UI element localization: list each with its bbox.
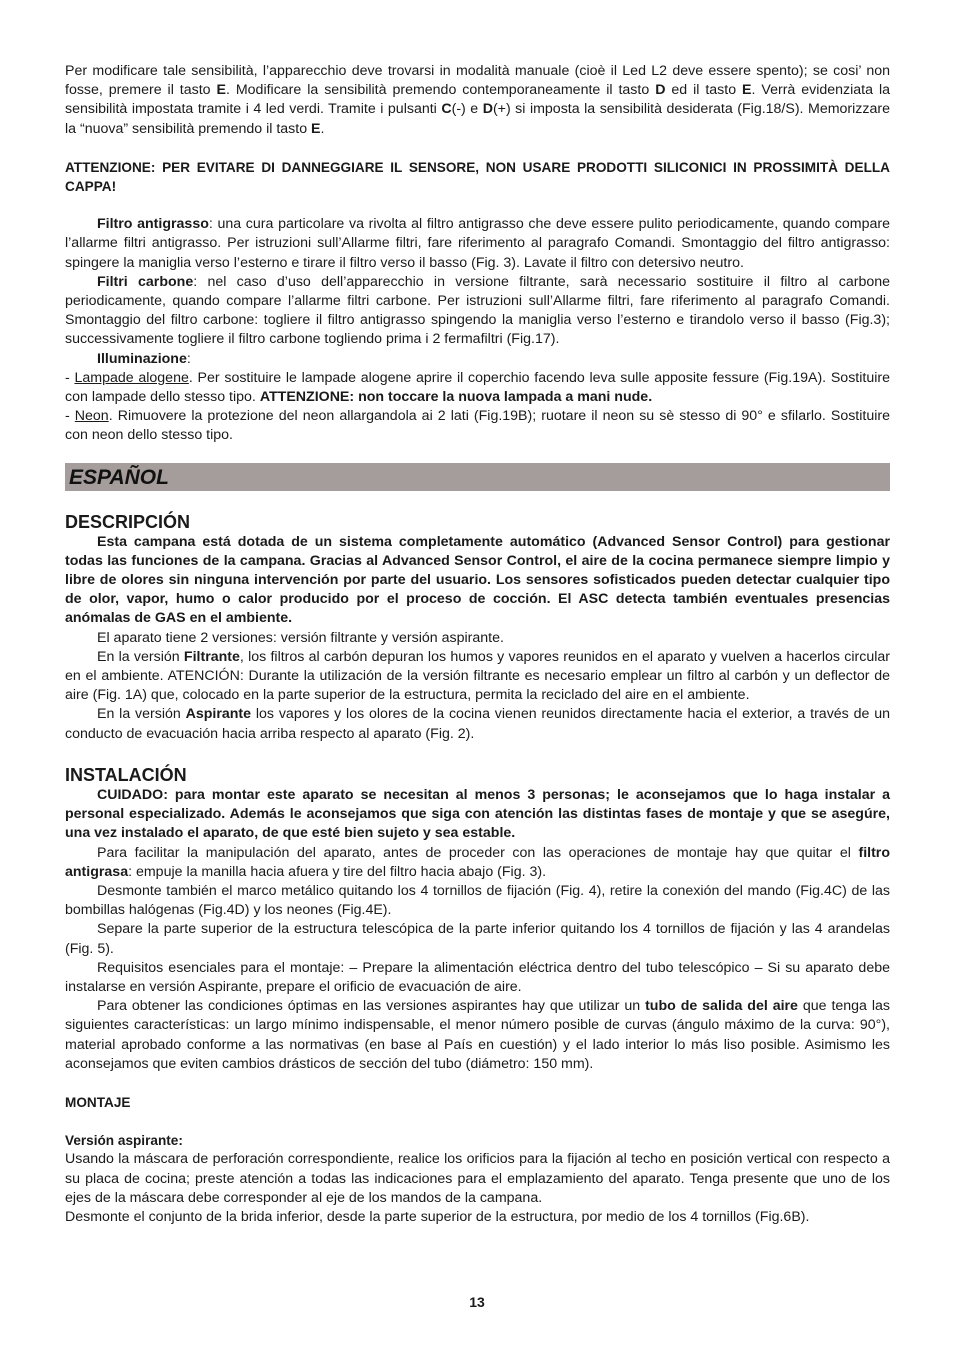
flange-paragraph: Desmonte el conjunto de la brida inferior, desde la parte superior de la estructura, por medio de los 4 tornillos (Fig.6B).	[65, 1208, 810, 1225]
text-run: -	[65, 408, 75, 425]
grease-filter-label: Filtro antigrasso	[97, 216, 209, 233]
text-run: . Modificare la sensibilità premendo contemporaneamente il tasto	[225, 82, 656, 99]
page-number: 13	[469, 1294, 485, 1310]
descripcion-heading: DESCRIPCIÓN	[65, 511, 191, 532]
text-run: ed il tasto	[665, 82, 743, 99]
key-label: E	[742, 82, 752, 99]
requirements-paragraph: Requisitos esenciales para el montaje: – Prepare la alimentación eléctrica dentro del tubo telescópico – Si su aparato debe instalarse en versión Aspirante, prepare el orificio de evacuación de aire.	[65, 959, 890, 995]
text-run: En la versión	[97, 706, 186, 723]
text-run: :	[186, 350, 191, 367]
text-run: : empuje la manilla hacia afuera y tire del filtro hacia abajo (Fig. 3).	[128, 863, 547, 880]
lighting-label: Illuminazione	[97, 350, 187, 367]
text-run: : una cura particolare va rivolta al filtro antigrasso che deve essere pulito periodicamente, quando compare l’allarme filtri antigrasso. Per istruzioni sull’Allarme filtri, fare riferimento al paragrafo Comandi. Smontaggio del filtro antigrasso: spingere la maniglia verso l’esterno e tirare il filtro verso il basso (Fig. 3). Lavate il filtro con detersivo neutro.	[65, 216, 890, 271]
exhaust-tube-paragraph	[65, 997, 890, 1074]
exhaust-tube-label: tubo de salida del aire	[645, 998, 798, 1015]
text-run: que tenga las siguientes características: un largo mínimo indispensable, el menor número posible de curvas (ángulo máximo de la curva: 90°), material aprobado conforme a las normativas (en base al País en cuestión) y el lado interior lo más liso posible. Asimismo les aconsejamos que eviten cambios drásticos de sección del tubo (diámetro: 150 mm).	[65, 998, 890, 1072]
drilling-paragraph: Usando la máscara de perforación correspondiente, realice los orificios para la fijación al techo en posición vertical con respecto a su placa de cocina; preste atención a todas las indicaciones para el emplazamiento del aparato. Tenga presente que uno de los ejes de la máscara debe corresponder al eje de los mandos de la campana.	[65, 1151, 890, 1206]
telescopic-structure-paragraph: Separe la parte superior de la estructura telescópica de la parte inferior quitando los 4 tornillos de fijación y las 4 arandelas (Fig. 5).	[65, 921, 890, 957]
descripcion-intro: Esta campana está dotada de un sistema completamente automático (Advanced Sensor Control) para gestionar todas las funciones de la campana. Gracias al Advanced Sensor Control, el aire de la cocina permanece siempre limpio y libre de olores sin ninguna intervención por parte del usuario. Los sensores sofisticados pueden detectar cualquier tipo de olor, vapor, humo o calor producido por el proceso de cocción. El ASC detecta también eventuales presencias anómalas de GAS en el ambiente.	[65, 533, 890, 627]
version-aspirante-subheading: Versión aspirante:	[65, 1133, 183, 1149]
instalacion-heading: INSTALACIÓN	[65, 764, 187, 785]
text-run: . Per sostituire le lampade alogene aprire il coperchio facendo leva sulle apposite fessure (Fig.19A). Sostituire con lampade dello stesso tipo.	[65, 369, 890, 406]
lighting-heading	[65, 350, 890, 369]
grease-filter-removal-paragraph	[65, 844, 890, 882]
halogen-warning: ATTENZIONE: non toccare la nuova lampada a mani nude.	[259, 389, 653, 406]
versions-paragraph: El aparato tiene 2 versiones: versión filtrante y versión aspirante.	[97, 629, 504, 646]
metal-frame-paragraph: Desmonte también el marco metálico quitando los 4 tornillos de fijación (Fig. 4), retire la conexión del mando (Fig.4C) de las bombillas halógenas (Fig.4D) y los neones (Fig.4E).	[65, 882, 890, 919]
text-run: . Rimuovere la protezione del neon allargandola ai 2 lati (Fig.19B); ruotare il neon su sè stesso di 90° e sfilarlo. Sostituire con neon dello stesso tipo.	[65, 408, 890, 444]
text-run: : nel caso d’uso dell’apparecchio in versione filtrante, sarà necessario sostituire il filtro al carbone periodicamente, quando compare l’allarme filtri carbone. Per istruzioni sull’Allarme filtri, fare riferimento al paragrafo Comandi. Smontaggio del filtro carbone: togliere il filtro antigrasso spingendo la maniglia verso l’esterno e tirandolo verso il basso (Fig.3); successivamente togliere il filtro carbone togliendo prima i 2 fermafiltri (Fig.17).	[65, 273, 890, 348]
text-run: , los filtros al carbón depuran los humos y vapores reunidos en el aparato y vuelven a hacerlos circular en el ambiente. ATENCIÓN: Durante la utilización de la versión filtrante es necesario emplear un filtro al carbón y un deflector de aire (Fig. 1A) que, colocado en la parte superior de la estructura, permita la reciclado del aire en el ambiente.	[65, 648, 890, 704]
text-run: -	[65, 369, 75, 386]
silicone-warning: ATTENZIONE: PER EVITARE DI DANNEGGIARE IL SENSORE, NON USARE PRODOTTI SILICONICI IN PROSSIMITÀ DELLA CAPPA!	[65, 159, 890, 195]
key-label: D	[482, 101, 493, 118]
halogen-lamps-paragraph	[65, 369, 890, 407]
text-run: Para facilitar la manipulación del aparato, antes de proceder con las operaciones de montaje hay que quitar el	[97, 844, 859, 861]
sensitivity-paragraph	[65, 62, 890, 139]
grease-filter-paragraph	[65, 215, 890, 273]
language-section-bar: ESPAÑOL	[65, 463, 890, 491]
filtro-antigrasa-label: filtro antigrasa	[65, 844, 890, 880]
montaje-heading: MONTAJE	[65, 1094, 131, 1110]
text-run: Para obtener las condiciones óptimas en las versiones aspirantes hay que utilizar un	[97, 998, 646, 1015]
key-label: E	[216, 82, 226, 99]
document-page	[65, 62, 890, 1227]
filtrante-paragraph	[65, 648, 890, 706]
text-run: los vapores y los olores de la cocina vienen reunidos directamente hacia el exterior, a través de un conducto de evacuación hacia arriba respecto al aparato (Fig. 2).	[65, 706, 890, 742]
aspirante-label: Aspirante	[185, 706, 252, 723]
aspirante-paragraph	[65, 705, 890, 743]
text-run: (-) e	[451, 101, 483, 118]
installation-caution: CUIDADO: para montar este aparato se necesitan al menos 3 personas; le aconsejamos que lo haga instalar a personal especializado. Además le aconsejamos que siga con atención las distintas fases de montaje y que se asegúre, una vez instalado el aparato, de que esté bien sujeto y sea estable.	[65, 786, 890, 842]
key-label: C	[441, 101, 452, 118]
key-label: E	[311, 120, 321, 137]
neon-paragraph	[65, 407, 890, 445]
text-run: (+) si imposta la sensibilità desiderata (Fig.18/S). Memorizzare la “nuova” sensibilità premendo il tasto	[65, 101, 891, 137]
filtrante-label: Filtrante	[183, 648, 240, 665]
halogen-lamps-label: Lampade alogene	[74, 369, 189, 386]
carbon-filter-paragraph	[65, 273, 890, 350]
carbon-filter-label: Filtri carbone	[97, 273, 194, 290]
neon-label: Neon	[74, 408, 109, 425]
text-run: . Verrà evidenziata la sensibilità impostata tramite i 4 led verdi. Tramite i pulsanti	[65, 82, 891, 118]
text-run: .	[320, 120, 325, 137]
key-label: D	[655, 82, 666, 99]
text-run: Per modificare tale sensibilità, l’apparecchio deve trovarsi in modalità manuale (cioè il Led L2 deve essere spento); se cosi’ non fosse, premere il tasto	[65, 63, 890, 99]
text-run: En la versión	[97, 648, 184, 665]
